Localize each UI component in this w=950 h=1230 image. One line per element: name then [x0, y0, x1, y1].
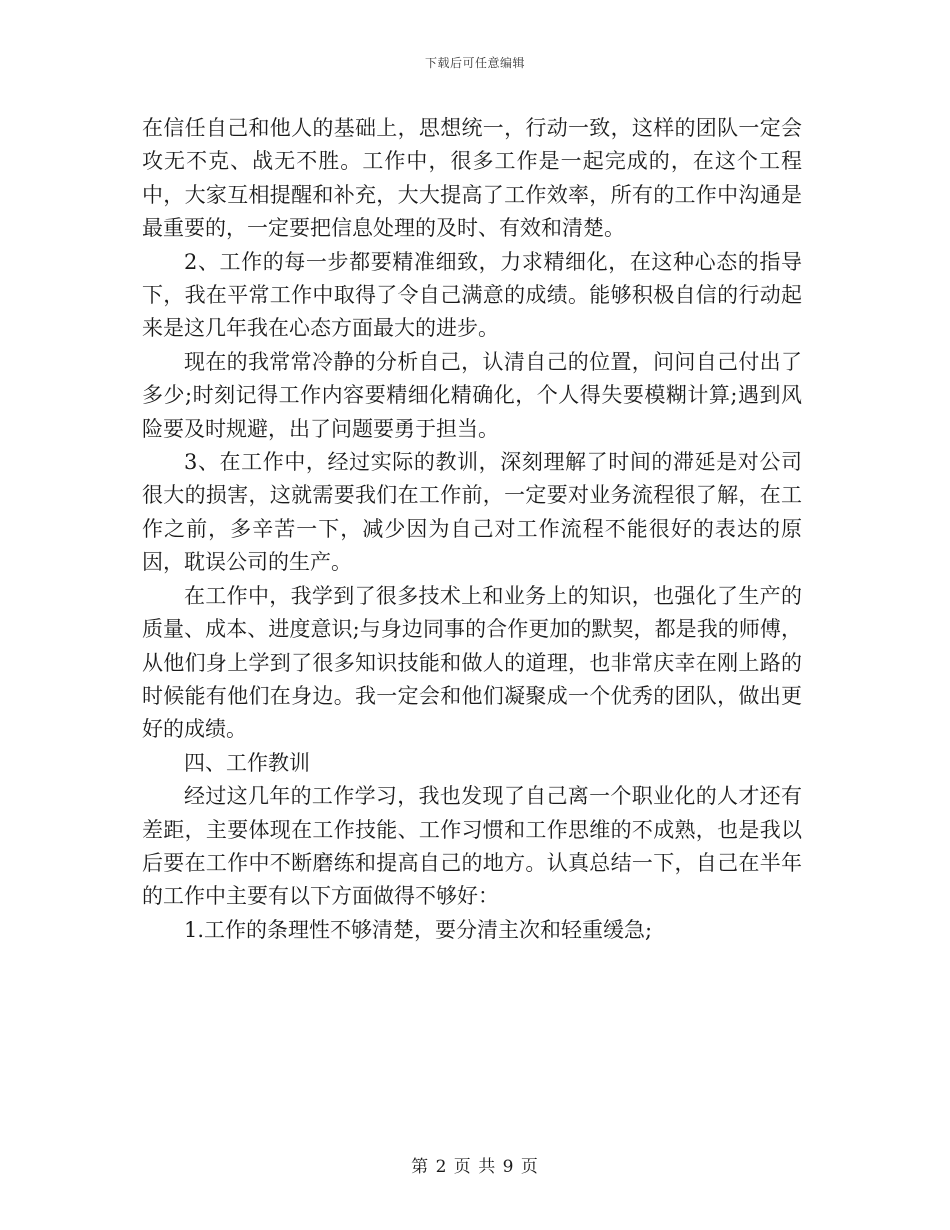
page-header: 下载后可任意编辑 — [424, 56, 525, 70]
paragraph-learning: 在工作中，我学到了很多技术上和业务上的知识，也强化了生产的质量、成本、进度意识;与身边同事的合作更加的默契，都是我的师傅，从他们身上学到了很多知识技能和做人的道理，也非常庆幸在刚上路的时候能有他们在身边。我一定会和他们凝聚成一个优秀的团队，做出更好的成绩。 — [142, 583, 802, 742]
list-item-1: 1.工作的条理性不够清楚，要分清主次和轻重缓急; — [184, 917, 653, 942]
section-heading-lessons: 四、工作教训 — [184, 750, 310, 775]
paragraph-point-3: 3、在工作中，经过实际的教训，深刻理解了时间的滞延是对公司很大的损害，这就需要我们在工作前，一定要对业务流程很了解，在工作之前，多辛苦一下，减少因为自己对工作流程不能很好的表达的原因，耽误公司的生产。 — [142, 450, 802, 575]
page-number-footer — [0, 1152, 950, 1177]
paragraph-point-2: 2、工作的每一步都要精准细致，力求精细化，在这种心态的指导下，我在平常工作中取得了令自己满意的成绩。能够积极自信的行动起来是这几年我在心态方面最大的进步。 — [142, 249, 802, 341]
paragraph-continuation: 在信任自己和他人的基础上，思想统一，行动一致，这样的团队一定会攻无不克、战无不胜。工作中，很多工作是一起完成的，在这个工程中，大家互相提醒和补充，大大提高了工作效率，所有的工作中沟通是最重要的，一定要把信息处理的及时、有效和清楚。 — [142, 116, 802, 241]
document-body — [142, 112, 802, 947]
page-number-text: 第 2 页 共 9 页 — [411, 1157, 539, 1177]
paragraph-lessons-intro: 经过这几年的工作学习，我也发现了自己离一个职业化的人才还有差距，主要体现在工作技能、工作习惯和工作思维的不成熟，也是我以后要在工作中不断磨练和提高自己的地方。认真总结一下，自己在半年的工作中主要有以下方面做得不够好： — [142, 784, 802, 909]
paragraph-self-analysis: 现在的我常常冷静的分析自己，认清自己的位置，问问自己付出了多少;时刻记得工作内容要精细化精确化，个人得失要模糊计算;遇到风险要及时规避，出了问题要勇于担当。 — [142, 349, 802, 441]
